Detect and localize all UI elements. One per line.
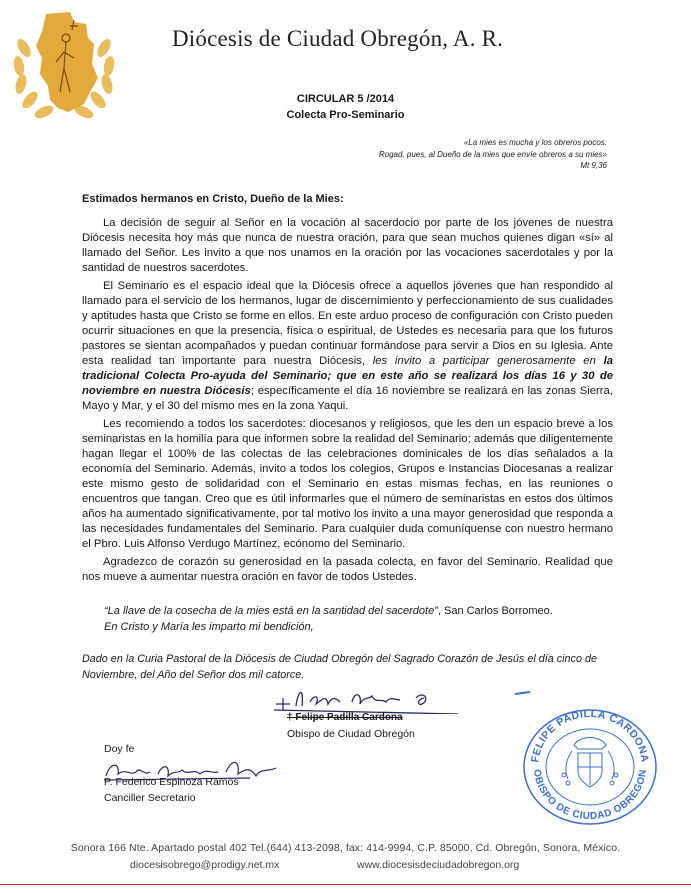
paragraph-2-highlight: la tradicional Colecta Pro-ayuda del Seminario; que en este año se realizará los días 16 y 30 de noviembre en nuestra Diócesis [82, 355, 613, 397]
diocese-title: Diócesis de Ciudad Obregón, A. R. [172, 26, 504, 51]
footer-address: Sonora 166 Nte. Apartado postal 402 Tel.(644) 413-2098, fax: 414-9994, C.P. 85000, Cd. Obregón, Sonora, México. [70, 842, 621, 854]
secretary-name: P. Federico Espinoza Ramos [104, 776, 239, 788]
closing-quote-line [104, 604, 553, 620]
bottom-divider [0, 884, 691, 885]
closing-attribution: , San Carlos Borromeo. [437, 605, 553, 617]
paragraph-3: Les recomiendo a todos los sacerdotes: diocesanos y religiosos, que les den un espacio breve a los seminaristas en la homilía para que informen sobre la realidad del Seminario; además que diligentemente hagan llegar el 100% de las colectas de las celebraciones dominicales de los días señalados a la economía del Seminario. Además, invito a todos los colegios, Grupos e Instancias Diocesanas a realizar este mismo gesto de solidaridad con el Seminario en estas mismas fechas, en las reuniones o encuentros que tangan. Creo que es útil informarles que el número de seminaristas en estos dos últimos años ha aumentado significativamente, por tal motivo los invito a una mayor generosidad que responda a las necesidades fundamentales del Seminario. Para cualquier duda comuníquense con nuestro hermano el Pbro. Luis Alfonso Verdugo Martínez, ecónomo del Seminario. [82, 418, 613, 550]
greeting: Estimados hermanos en Cristo, Dueño de la Mies: [82, 193, 344, 205]
footer-website[interactable]: www.diocesisdeciudadobregon.org [357, 859, 520, 871]
paragraph-2-invite: les invito a participar generosamente en [365, 355, 604, 367]
epigraph [227, 137, 607, 172]
bishop-title: Obispo de Ciudad Obregón [287, 728, 415, 740]
circular-number: CIRCULAR 5 /2014 [296, 93, 395, 105]
closing-blessing: En Cristo y María les imparto mi bendición, [104, 620, 314, 633]
paragraph-4: Agradezco de corazón su generosidad en la pasada colecta, en favor del Seminario. Realidad que nos mueve a aumentar nuestra oración en favor de todos Ustedes. [82, 556, 613, 583]
epigraph-line-1: «La mies es mucha y los obreros pocos. [463, 138, 607, 147]
paragraph-2-part-a: El Seminario es el espacio ideal que la Diócesis ofrece a aquellos jóvenes que han respondido al llamado para el servicio de los hermanos, lugar de discernimiento y perfeccionamiento de sus cualidades y aptitudes hasta que Cristo se forme en ellos. En este arduo proceso de configuración con Cristo pueden ocurrir situaciones en que la presencia, física o espiritual, de Ustedes es necesaria para que los futuros pastores se sientan acompañados y puedan continuar formándose para servir a Dios en su Iglesia. Ante esta realidad tan importante para nuestra Diócesis, [82, 280, 613, 367]
epigraph-reference: Mt 9,36 [580, 161, 607, 170]
dated-line: Dado en la Curia Pastoral de la Diócesis de Ciudad Obregón del Sagrado Corazón de Jesús el día cinco de Noviembre, del Año del Señor dos mil catorce. [82, 653, 597, 681]
footer-email[interactable]: diocesisobrego@prodigy.net.mx [130, 859, 280, 871]
bishop-signature [268, 676, 468, 714]
paragraph-1: La decisión de seguir al Señor en la vocación al sacerdocio por parte de los jóvenes de nuestra Diócesis necesita hoy más que nunca de nuestra oración, para que sean muchos quienes digan «sí» al llamado del Señor. Les invito a que nos unamos en la oración por las vocaciones sacerdotales y por la santidad de nuestros sacerdotes. [82, 217, 613, 274]
closing-quote: “La llave de la cosecha de la mies está en la santidad del sacerdote” [104, 605, 438, 617]
epigraph-line-2: Rogad, pues, al Dueño de la mies que envíe obreros a su mies» [378, 149, 607, 159]
closing [104, 604, 553, 635]
diocese-logo [8, 8, 120, 124]
svg-text:OBISPO DE CIUDAD OBREGON: OBISPO DE CIUDAD OBREGON [530, 768, 650, 823]
ink-mark [514, 683, 532, 689]
episcopal-seal [520, 705, 660, 825]
letter-body [82, 216, 613, 588]
secretary-title: Canciller Secretario [104, 792, 196, 804]
doy-fe: Doy fe [104, 743, 135, 755]
circular-subject: Colecta Pro-Seminario [286, 109, 405, 121]
paragraph-2-part-d: ; específicamente el día 16 noviembre se realizará en las zonas Sierra, Mayo y Mar, y el 30 del mismo mes en la zona Yaqui. [82, 385, 613, 412]
svg-text:FELIPE PADILLA CARDONA: FELIPE PADILLA CARDONA [529, 707, 651, 764]
paragraph-2 [82, 279, 613, 414]
bishop-name: † Felipe Padilla Cardona [287, 712, 403, 723]
